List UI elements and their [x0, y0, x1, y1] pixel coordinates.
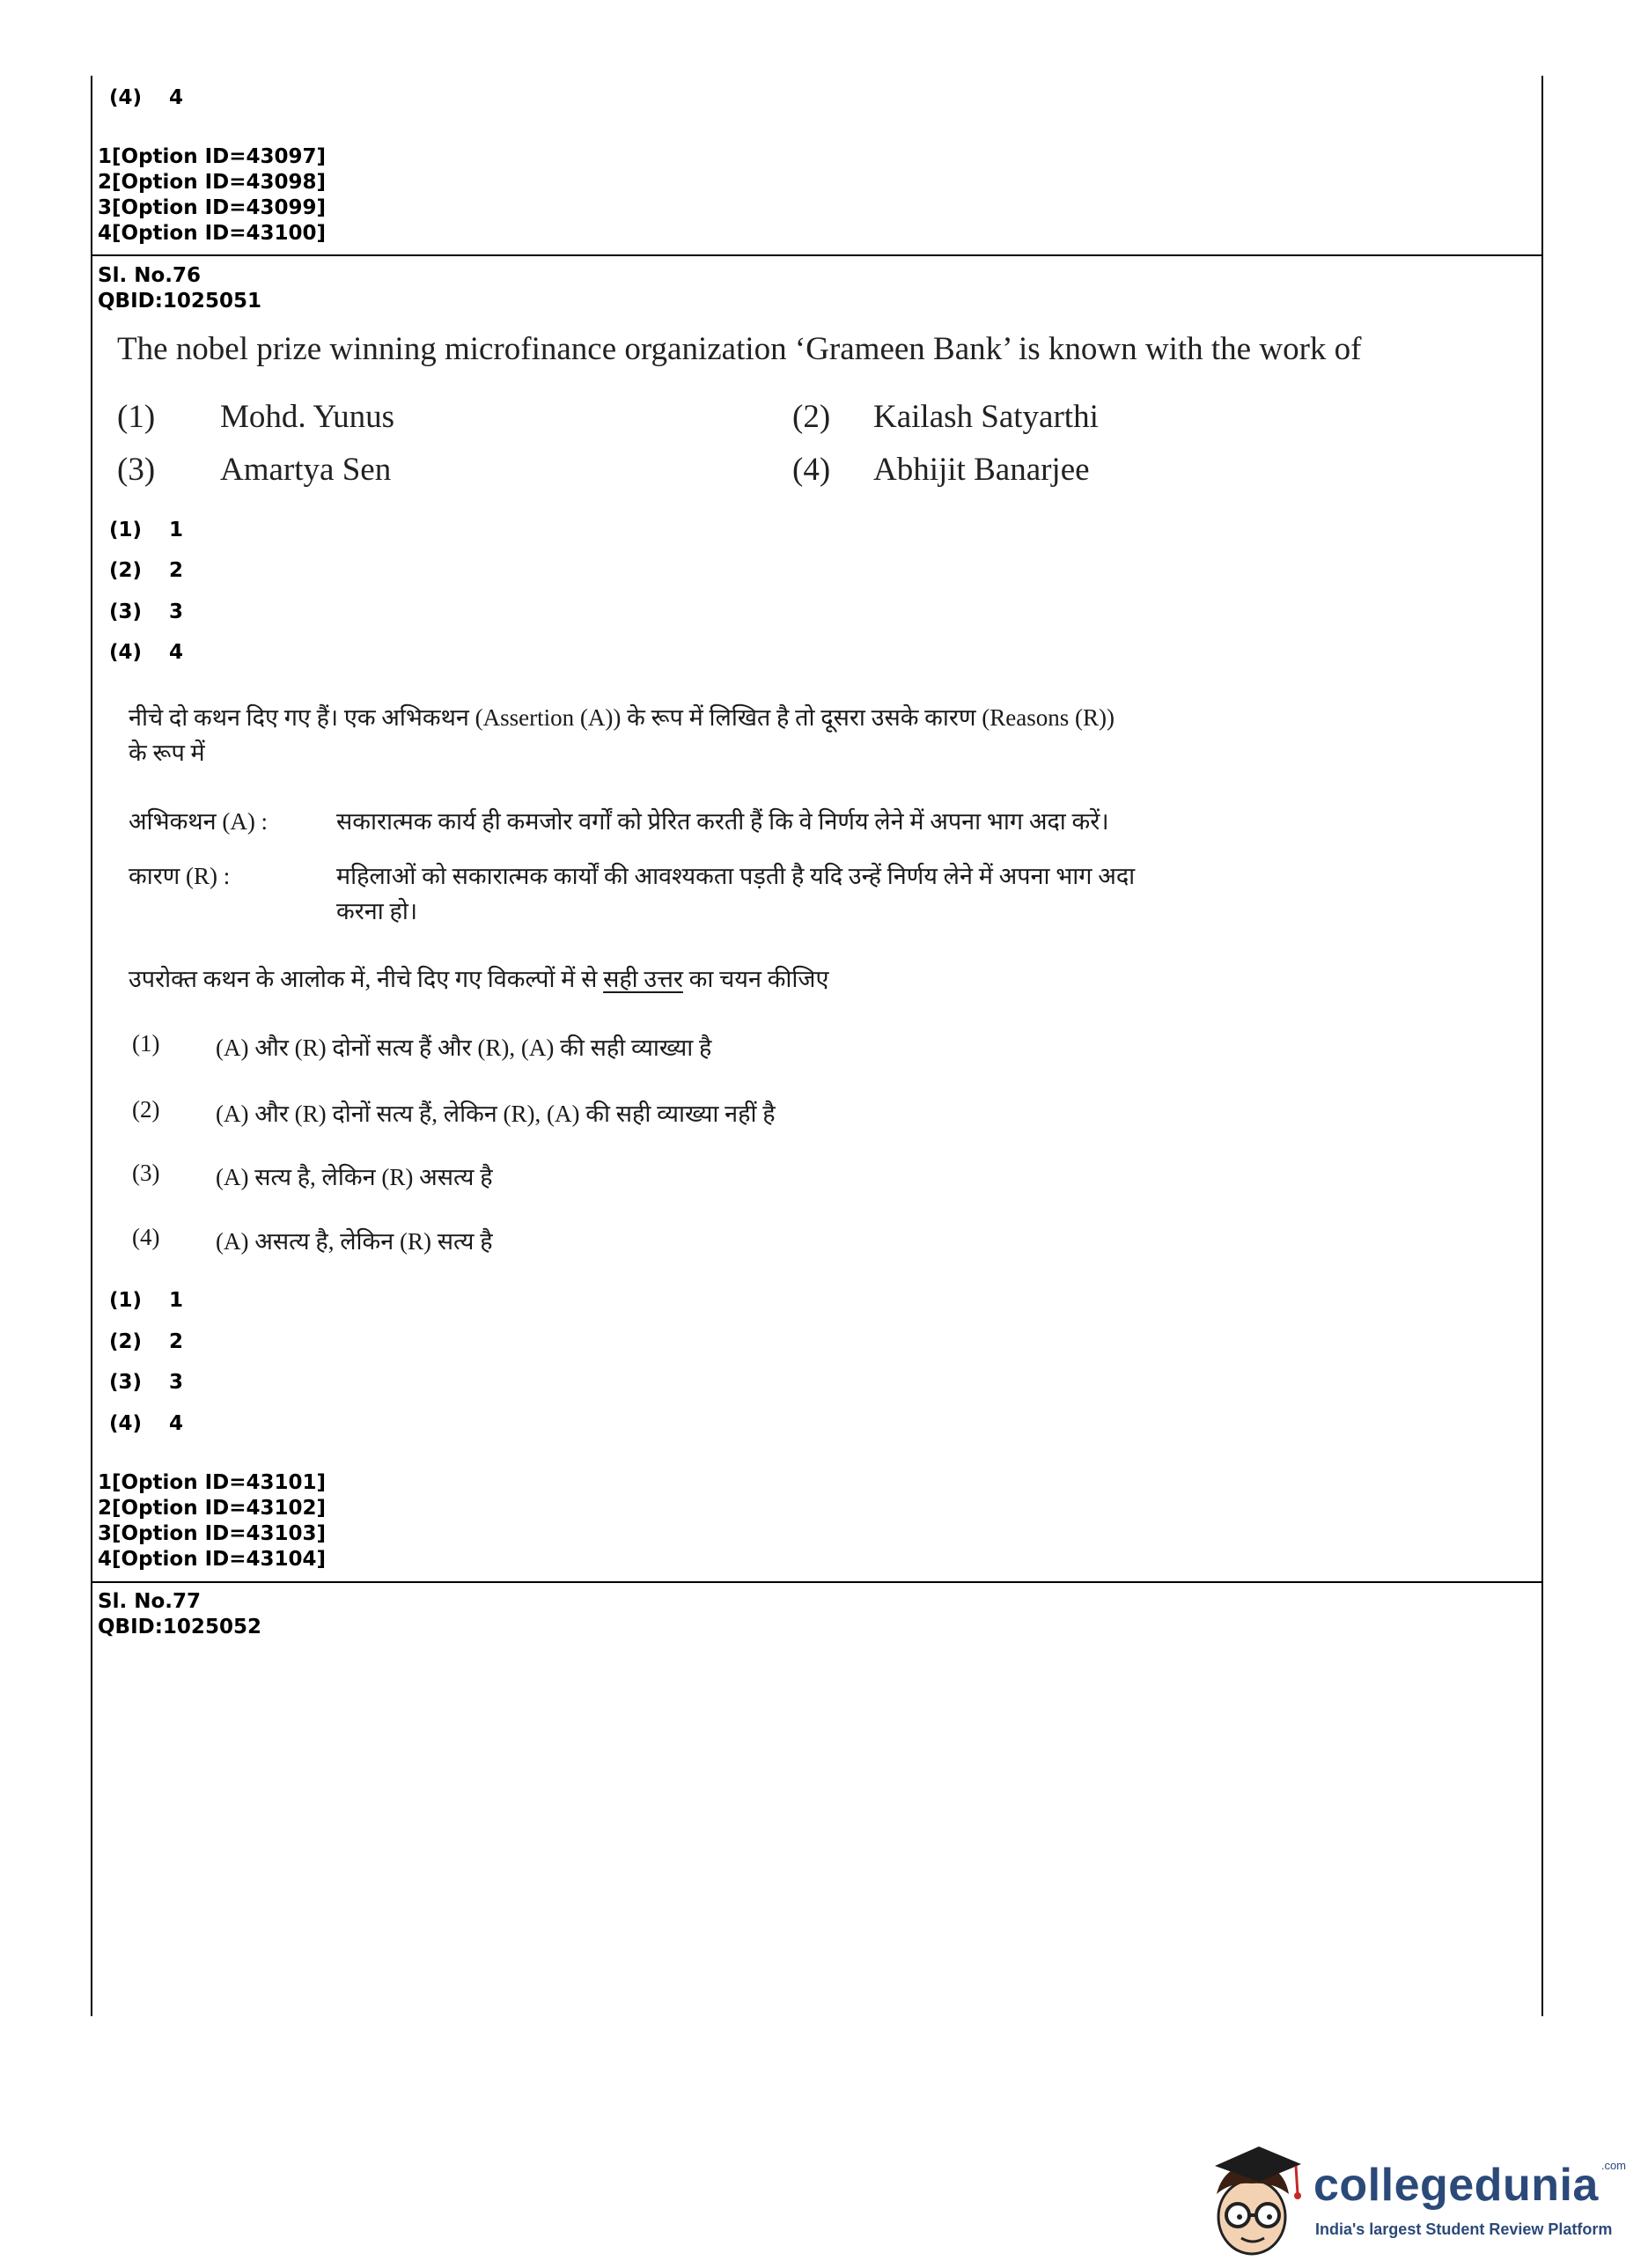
- q77-sl-no: Sl. No.77: [98, 1590, 201, 1613]
- brand-name: collegedunia $^{.com}$: [1313, 2159, 1626, 2211]
- prev-answer-row: (4) 4: [109, 86, 184, 109]
- mascot-icon: [1197, 2139, 1312, 2263]
- q76-option-3: (3) Amartya Sen: [117, 452, 392, 488]
- prev-option-id-1: 1[Option ID=43097]: [98, 145, 327, 168]
- q76-answer2-3: (3) 3: [109, 1371, 184, 1394]
- prev-option-id-3: 3[Option ID=43099]: [98, 196, 327, 219]
- frame-left-border: [91, 76, 92, 2016]
- frame-right-border: [1541, 76, 1543, 2016]
- collegedunia-logo: [1197, 2139, 1626, 2263]
- prev-option-id-2: 2[Option ID=43098]: [98, 171, 327, 194]
- divider-q76-q77: [91, 1581, 1543, 1583]
- q76-option-4: (4) Abhijit Banarjee: [792, 452, 1090, 488]
- hindi-intro-line-2: के रूप में: [129, 740, 205, 766]
- q76-option-id-2: 2[Option ID=43102]: [98, 1497, 327, 1520]
- hindi-assertion-label: अभिकथन (A) :: [129, 808, 269, 835]
- q76-answer-1: (1) 1: [109, 519, 184, 541]
- q76-question-text: The nobel prize winning microfinance organization ‘Grameen Bank’ is known with the work of: [117, 331, 1362, 367]
- q76-answer-2: (2) 2: [109, 559, 184, 582]
- q76-answer2-2: (2) 2: [109, 1330, 184, 1353]
- q77-qbid: QBID:1025052: [98, 1616, 261, 1638]
- hindi-option-2: (2) (A) और (R) दोनों सत्य हैं, लेकिन (R), (A) की सही व्याख्या नहीं है: [132, 1096, 776, 1127]
- q76-option-id-4: 4[Option ID=43104]: [98, 1548, 327, 1571]
- hindi-option-4: (4) (A) असत्य है, लेकिन (R) सत्य है: [132, 1224, 493, 1255]
- hindi-option-3: (3) (A) सत्य है, लेकिन (R) असत्य है: [132, 1160, 493, 1190]
- q76-answer-4: (4) 4: [109, 641, 184, 664]
- brand-suffix: .com: [1600, 2159, 1626, 2172]
- hindi-intro-line-1: नीचे दो कथन दिए गए हैं। एक अभिकथन (Assertion (A)) के रूप में लिखित है तो दूसरा उसके कारण (Reasons (R)): [129, 704, 1115, 731]
- divider-q75-q76: [91, 254, 1543, 256]
- hindi-reason-label: कारण (R) :: [129, 863, 231, 889]
- q76-answer2-4: (4) 4: [109, 1412, 184, 1435]
- q76-sl-no: Sl. No.76: [98, 264, 201, 287]
- q76-option-2: (2) Kailash Satyarthi: [792, 399, 1099, 435]
- brand-tagline: India's largest Student Review Platform: [1315, 2220, 1613, 2238]
- q76-option-id-3: 3[Option ID=43103]: [98, 1522, 327, 1545]
- prev-option-id-4: 4[Option ID=43100]: [98, 222, 327, 245]
- q76-option-1: (1) Mohd. Yunus: [117, 399, 395, 435]
- hindi-reason-line-2: करना हो।: [336, 898, 418, 924]
- q76-answer2-1: (1) 1: [109, 1289, 184, 1312]
- hindi-assertion-text: सकारात्मक कार्य ही कमजोर वर्गों को प्रेरित करती हैं कि वे निर्णय लेने में अपना भाग अदा करें।: [336, 808, 1109, 835]
- hindi-option-1: (1) (A) और (R) दोनों सत्य हैं और (R), (A) की सही व्याख्या है: [132, 1030, 712, 1061]
- q76-qbid: QBID:1025051: [98, 290, 261, 313]
- hindi-prompt-underlined: सही उत्तर: [603, 966, 683, 992]
- hindi-reason-line-1: महिलाओं को सकारात्मक कार्यों की आवश्यकता पड़ती है यदि उन्हें निर्णय लेने में अपना भाग अदा: [336, 863, 1136, 889]
- q76-option-id-1: 1[Option ID=43101]: [98, 1471, 327, 1494]
- hindi-prompt: उपरोक्त कथन के आलोक में, नीचे दिए गए विकल्पों में से सही उत्तर का चयन कीजिए: [129, 966, 829, 992]
- q76-answer-3: (3) 3: [109, 600, 184, 623]
